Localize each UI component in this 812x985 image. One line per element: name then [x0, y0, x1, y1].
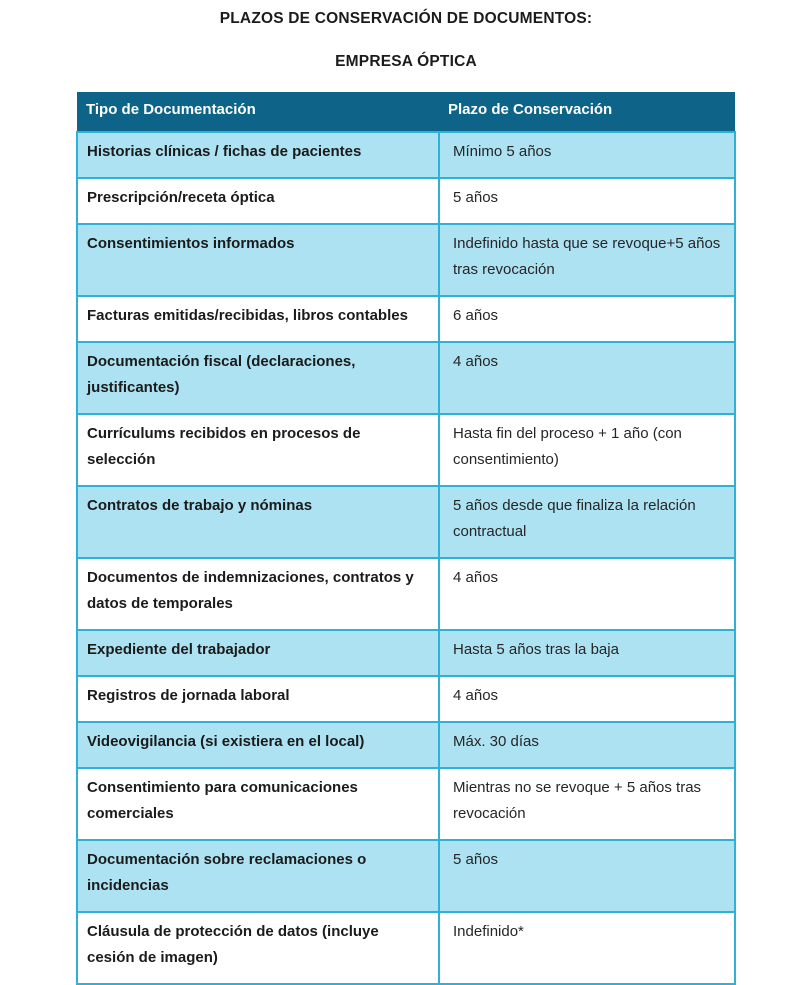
table-row	[77, 840, 735, 912]
table-row	[77, 912, 735, 984]
column-header-document-type: Tipo de Documentación	[77, 92, 439, 132]
retention-period-cell: Mínimo 5 años	[439, 132, 735, 178]
document-subtitle: EMPRESA ÓPTICA	[335, 53, 477, 70]
table-row	[77, 722, 735, 768]
document-type-cell: Facturas emitidas/recibidas, libros contables	[77, 296, 439, 342]
document-type-cell: Prescripción/receta óptica	[77, 178, 439, 224]
table-row	[77, 630, 735, 676]
retention-period-cell: Hasta 5 años tras la baja	[439, 630, 735, 676]
retention-period-cell: Mientras no se revoque + 5 años tras revocación	[439, 768, 735, 840]
document-type-cell: Contratos de trabajo y nóminas	[77, 486, 439, 558]
retention-period-cell: 4 años	[439, 342, 735, 414]
table-row	[77, 296, 735, 342]
document-type-cell: Expediente del trabajador	[77, 630, 439, 676]
table-row	[77, 676, 735, 722]
document-type-cell: Videovigilancia (si existiera en el local)	[77, 722, 439, 768]
retention-period-cell: Hasta fin del proceso + 1 año (con consentimiento)	[439, 414, 735, 486]
document-type-cell: Documentos de indemnizaciones, contratos y datos de temporales	[77, 558, 439, 630]
table-row	[77, 414, 735, 486]
table-row	[77, 342, 735, 414]
document-type-cell: Historias clínicas / fichas de pacientes	[77, 132, 439, 178]
retention-period-cell: 6 años	[439, 296, 735, 342]
table-row	[77, 558, 735, 630]
retention-period-cell: Indefinido*	[439, 912, 735, 984]
document-type-cell: Cláusula de protección de datos (incluye cesión de imagen)	[77, 912, 439, 984]
retention-period-cell: 5 años	[439, 840, 735, 912]
table-header-row	[77, 92, 735, 132]
retention-period-cell: Máx. 30 días	[439, 722, 735, 768]
retention-periods-table	[76, 92, 736, 985]
retention-period-cell: Indefinido hasta que se revoque+5 años tras revocación	[439, 224, 735, 296]
document-type-cell: Consentimiento para comunicaciones comerciales	[77, 768, 439, 840]
document-type-cell: Currículums recibidos en procesos de selección	[77, 414, 439, 486]
document-type-cell: Consentimientos informados	[77, 224, 439, 296]
table-row	[77, 768, 735, 840]
table-row	[77, 132, 735, 178]
document-type-cell: Registros de jornada laboral	[77, 676, 439, 722]
document-type-cell: Documentación sobre reclamaciones o incidencias	[77, 840, 439, 912]
table-row	[77, 178, 735, 224]
document-title: PLAZOS DE CONSERVACIÓN DE DOCUMENTOS:	[219, 10, 593, 27]
retention-period-cell: 4 años	[439, 558, 735, 630]
retention-period-cell: 4 años	[439, 676, 735, 722]
document-type-cell: Documentación fiscal (declaraciones, justificantes)	[77, 342, 439, 414]
retention-period-cell: 5 años desde que finaliza la relación contractual	[439, 486, 735, 558]
table-row	[77, 486, 735, 558]
table-row	[77, 224, 735, 296]
retention-period-cell: 5 años	[439, 178, 735, 224]
column-header-retention-period: Plazo de Conservación	[439, 92, 735, 132]
